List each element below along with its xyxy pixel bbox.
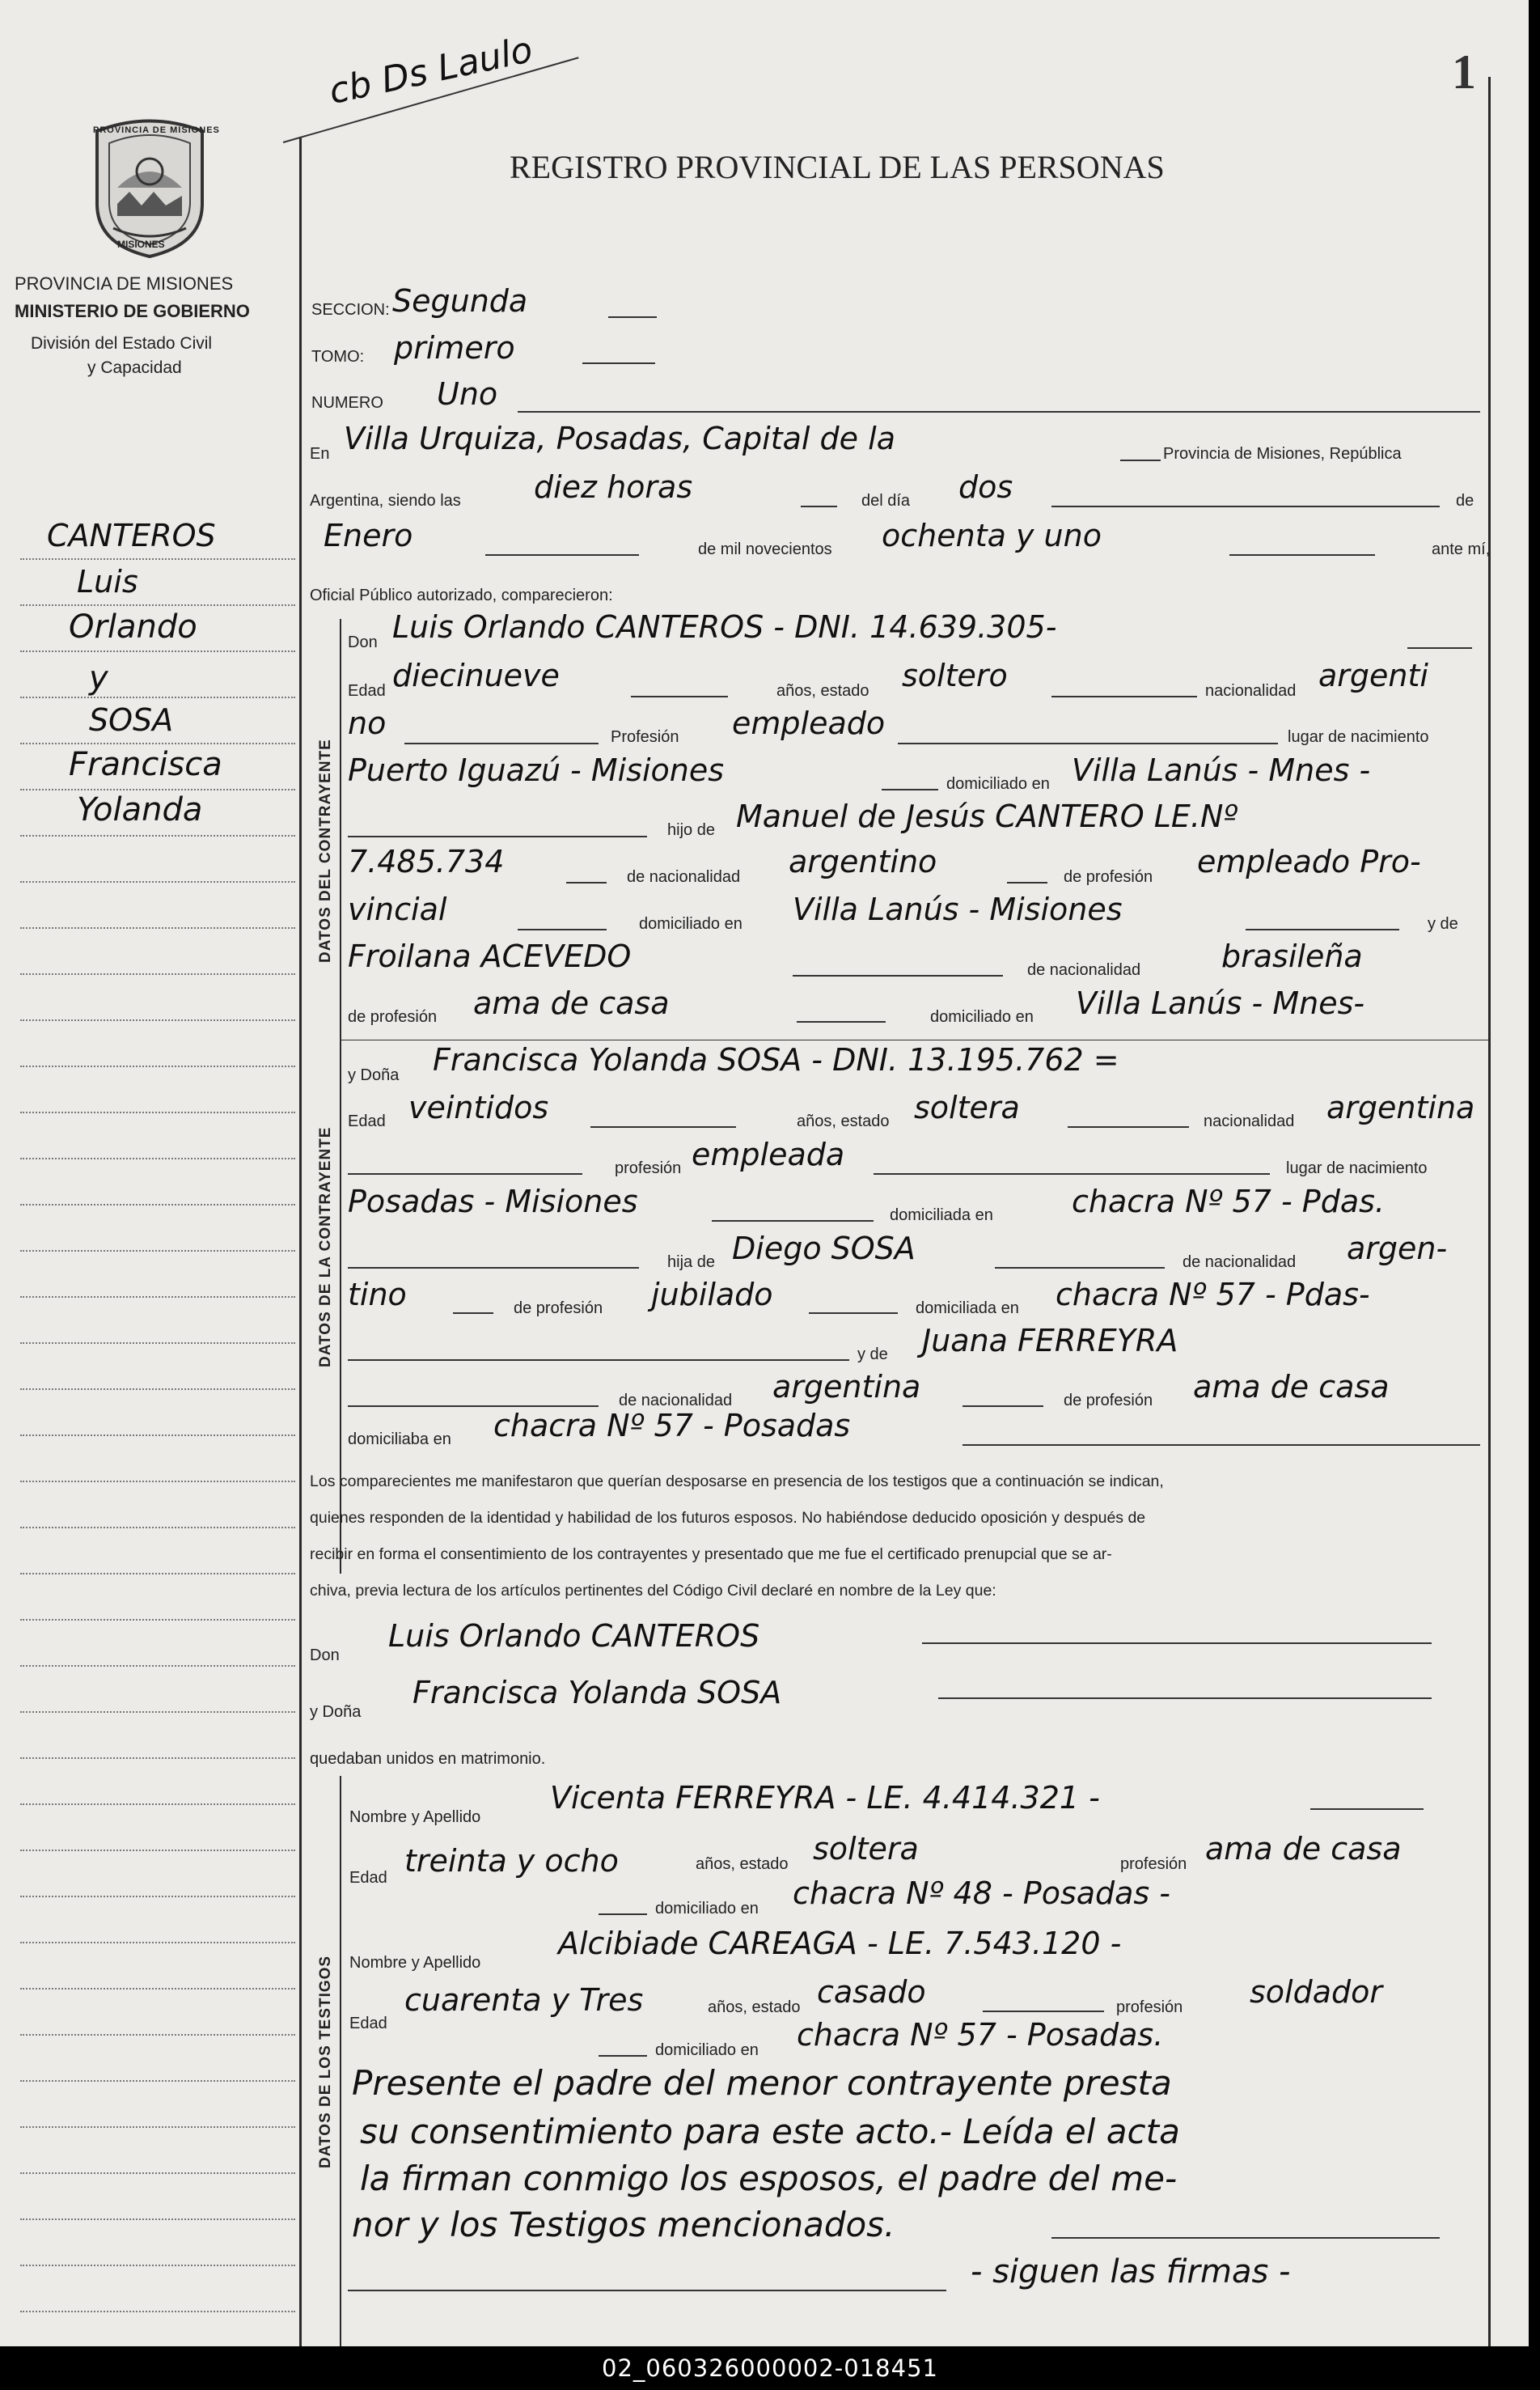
profesion-label-4: profesión — [1116, 1998, 1183, 2016]
domiciliado-label-3: domiciliado en — [930, 1008, 1034, 1026]
del-dia-label: del día — [861, 492, 911, 510]
margin-name-0: CANTEROS — [47, 518, 216, 553]
don-label-2: Don — [310, 1646, 340, 1664]
witness-2-profession: soldador — [1250, 1974, 1383, 2010]
bride-mother: Juana FERREYRA — [922, 1323, 1178, 1358]
groom-age: diecinueve — [392, 658, 560, 693]
margin-dotted-rule — [20, 881, 295, 883]
edad-label: Edad — [348, 682, 386, 700]
de-profesion-label-2: de profesión — [348, 1008, 438, 1026]
numero-value: Uno — [437, 376, 498, 412]
witness-2-status: casado — [817, 1974, 926, 2010]
de-nacionalidad-label: de nacionalidad — [627, 868, 741, 886]
margin-dotted-rule — [20, 1388, 295, 1390]
groom-mother: Froilana ACEVEDO — [348, 939, 632, 974]
groom-name: Luis Orlando CANTEROS - DNI. 14.639.305- — [392, 609, 1057, 645]
margin-dotted-rule — [20, 1066, 295, 1067]
anos-estado-label-2: años, estado — [797, 1112, 890, 1130]
witness-rule — [340, 1776, 341, 2346]
witness-1-name: Vicenta FERREYRA - LE. 4.414.321 - — [550, 1780, 1100, 1816]
margin-name-6: Yolanda — [77, 791, 203, 828]
numero-label: NUMERO — [311, 394, 383, 412]
edad-label-4: Edad — [349, 2015, 387, 2032]
margin-dotted-rule — [20, 697, 295, 698]
section-contrayente-f: DATOS DE LA CONTRAYENTE — [317, 1126, 334, 1367]
margin-dotted-rule — [20, 1250, 295, 1252]
groom-father-id: 7.485.734 — [348, 844, 505, 879]
section-rule — [340, 619, 341, 1574]
de-label: de — [1456, 492, 1474, 510]
lugar-nacimiento-label: lugar de nacimiento — [1288, 728, 1429, 746]
bride-mother-nat: argentina — [772, 1369, 921, 1405]
margin-dotted-rule — [20, 650, 295, 652]
groom-birthplace: Puerto Iguazú - Misiones — [348, 752, 725, 788]
witness-1-domicile: chacra Nº 48 - Posadas - — [793, 1875, 1171, 1911]
de-nacionalidad-label-3: de nacionalidad — [1182, 1253, 1297, 1271]
provincia-text: Provincia de Misiones, República — [1163, 445, 1402, 463]
anos-estado-label-3: años, estado — [696, 1855, 789, 1873]
margin-name-5: Francisca — [69, 746, 222, 783]
margin-dotted-rule — [20, 835, 295, 837]
bride-domicile: chacra Nº 57 - Pdas. — [1072, 1184, 1385, 1219]
day-value: dos — [958, 469, 1013, 505]
bride-status: soltera — [914, 1090, 1020, 1125]
de-nacionalidad-label-2: de nacionalidad — [1027, 961, 1141, 979]
margin-dotted-rule — [20, 1204, 295, 1206]
margin-dotted-rule — [20, 927, 295, 929]
hour-value: diez horas — [534, 469, 693, 505]
margin-name-2: Orlando — [69, 608, 197, 646]
note-line-5: - siguen las firmas - — [971, 2253, 1291, 2290]
bride-profession: empleada — [692, 1137, 845, 1172]
margin-dotted-rule — [20, 1942, 295, 1943]
seccion-label: SECCION: — [311, 301, 390, 319]
section-testigos: DATOS DE LOS TESTIGOS — [317, 1955, 334, 2168]
profesion-label: Profesión — [611, 728, 679, 746]
hija-de-label: hija de — [667, 1253, 715, 1271]
groom-father: Manuel de Jesús CANTERO LE.Nº — [736, 799, 1238, 834]
witness-2-age: cuarenta y Tres — [404, 1982, 644, 2018]
margin-name-1: Luis — [77, 564, 138, 600]
groom-mother-prof: ama de casa — [473, 985, 670, 1021]
note-line-3: la firman conmigo los esposos, el padre del me- — [360, 2159, 1178, 2198]
margin-dotted-rule — [20, 1112, 295, 1113]
seal-bottom: MISIONES — [117, 239, 165, 250]
groom-profession: empleado — [732, 706, 886, 741]
hijo-de-label: hijo de — [667, 821, 715, 839]
domiciliada-label: domiciliada en — [890, 1206, 993, 1224]
de-profesion-label: de profesión — [1064, 868, 1153, 886]
tomo-value: primero — [394, 330, 515, 366]
argentina-text: Argentina, siendo las — [310, 492, 461, 510]
bride-name: Francisca Yolanda SOSA - DNI. 13.195.762 = — [433, 1042, 1119, 1078]
year-value: ochenta y uno — [882, 518, 1102, 553]
page-number: 1 — [1452, 45, 1476, 99]
margin-dotted-rule — [20, 1665, 295, 1667]
margin-dotted-rule — [20, 604, 295, 606]
groom-domicile: Villa Lanús - Mnes - — [1072, 752, 1371, 788]
margin-dotted-rule — [20, 1803, 295, 1805]
y-de-label: y de — [1428, 915, 1458, 933]
bride-father-nat-b: tino — [348, 1277, 407, 1312]
month-value: Enero — [324, 518, 413, 553]
margin-dotted-rule — [20, 2080, 295, 2082]
tomo-label: TOMO: — [311, 348, 365, 366]
bride-mother-prof: ama de casa — [1193, 1369, 1390, 1405]
margin-dotted-rule — [20, 1342, 295, 1344]
margin-dotted-rule — [20, 558, 295, 560]
ante-mi-label: ante mí, — [1432, 540, 1491, 558]
right-rule — [1488, 77, 1491, 2346]
domiciliada-label-2: domiciliada en — [916, 1299, 1019, 1317]
margin-dotted-rule — [20, 2265, 295, 2266]
statement-line-2: quienes responden de la identidad y habilidad de los futuros esposos. No habiéndose deducido oposición y después de — [310, 1509, 1146, 1527]
domiciliaba-label: domiciliaba en — [348, 1430, 451, 1448]
corner-annotation: cb Ds Laulo — [325, 29, 536, 112]
note-line-2: su consentimiento para este acto.- Leída el acta — [360, 2112, 1180, 2151]
groom-father-prof-b: vincial — [348, 892, 447, 927]
margin-dotted-rule — [20, 1434, 295, 1436]
de-profesion-label-3: de profesión — [514, 1299, 603, 1317]
domiciliado-label: domiciliado en — [946, 775, 1050, 793]
y-dona-label: y Doña — [348, 1066, 400, 1084]
statement-line-1: Los comparecientes me manifestaron que querían desposarse en presencia de los testigos que a continuación se indican, — [310, 1473, 1164, 1490]
seal-text: PROVINCIA DE MISIONES — [93, 125, 220, 135]
margin-dotted-rule — [20, 1158, 295, 1159]
bride-nationality: argentina — [1326, 1090, 1475, 1125]
groom-father-dom: Villa Lanús - Misiones — [793, 892, 1123, 927]
bride-mother-dom: chacra Nº 57 - Posadas — [493, 1408, 851, 1443]
groom-status: soltero — [902, 658, 1008, 693]
margin-dotted-rule — [20, 1527, 295, 1528]
bride-father-prof: jubilado — [651, 1277, 773, 1312]
de-profesion-label-4: de profesión — [1064, 1392, 1153, 1409]
domiciliado-label-5: domiciliado en — [655, 2041, 759, 2059]
bride-age: veintidos — [408, 1090, 549, 1125]
page-title: REGISTRO PROVINCIAL DE LAS PERSONAS — [510, 149, 1165, 185]
footer-id: 02_060326000002-018451 — [602, 2354, 938, 2382]
nombre-apellido-label: Nombre y Apellido — [349, 1808, 481, 1826]
footer-bar — [0, 2346, 1540, 2390]
witness-1-profession: ama de casa — [1205, 1831, 1402, 1867]
margin-dotted-rule — [20, 1850, 295, 1851]
union-bride: Francisca Yolanda SOSA — [412, 1675, 782, 1710]
note-line-1: Presente el padre del menor contrayente presta — [352, 2063, 1172, 2103]
margin-dotted-rule — [20, 2034, 295, 2036]
margin-dotted-rule — [20, 1573, 295, 1574]
groom-mother-nat: brasileña — [1221, 939, 1363, 974]
statement-line-3: recibir en forma el consentimiento de los contrayentes y presentado que me fue el certificado prenupcial que se ar- — [310, 1545, 1112, 1563]
seccion-value: Segunda — [392, 283, 528, 319]
bride-father: Diego SOSA — [732, 1231, 916, 1266]
section-contrayente: DATOS DEL CONTRAYENTE — [317, 739, 334, 963]
groom-nat-b: no — [348, 706, 387, 741]
note-line-4: nor y los Testigos mencionados. — [352, 2205, 895, 2244]
groom-father-nat: argentino — [789, 844, 937, 879]
y-de-label-2: y de — [857, 1345, 888, 1363]
groom-nat-a: argenti — [1318, 658, 1428, 693]
margin-dotted-rule — [20, 1619, 295, 1621]
edad-label-3: Edad — [349, 1869, 387, 1887]
margin-dotted-rule — [20, 1296, 295, 1298]
quedaban-label: quedaban unidos en matrimonio. — [310, 1750, 546, 1768]
org-ministry: MINISTERIO DE GOBIERNO — [15, 301, 250, 321]
org-division: División del Estado Civil — [31, 334, 213, 353]
witness-1-status: soltera — [813, 1831, 919, 1867]
margin-dotted-rule — [20, 2218, 295, 2220]
bride-birthplace: Posadas - Misiones — [348, 1184, 638, 1219]
domiciliado-label-4: domiciliado en — [655, 1900, 759, 1918]
statement-line-4: chiva, previa lectura de los artículos pertinentes del Código Civil declaré en nombre de la Ley que: — [310, 1582, 996, 1600]
bride-father-dom: chacra Nº 57 - Pdas- — [1056, 1277, 1370, 1312]
domiciliado-label-2: domiciliado en — [639, 915, 742, 933]
margin-name-4: SOSA — [89, 702, 174, 738]
don-label: Don — [348, 634, 378, 651]
org-division-2: y Capacidad — [87, 358, 182, 377]
margin-rule — [299, 138, 302, 2346]
y-dona-label-2: y Doña — [310, 1703, 362, 1721]
margin-dotted-rule — [20, 973, 295, 975]
edad-label-2: Edad — [348, 1112, 386, 1130]
anos-estado-label: años, estado — [776, 682, 869, 700]
nombre-apellido-label-2: Nombre y Apellido — [349, 1954, 481, 1972]
de-nacionalidad-label-4: de nacionalidad — [619, 1392, 733, 1409]
witness-2-name: Alcibiade CAREAGA - LE. 7.543.120 - — [558, 1926, 1122, 1961]
margin-dotted-rule — [20, 2172, 295, 2174]
margin-dotted-rule — [20, 1481, 295, 1482]
margin-dotted-rule — [20, 1896, 295, 1897]
anos-estado-label-4: años, estado — [708, 1998, 801, 2016]
profesion-label-2: profesión — [615, 1159, 682, 1177]
groom-father-prof-a: empleado Pro- — [1197, 844, 1421, 879]
org-province: PROVINCIA DE MISIONES — [15, 273, 234, 294]
lugar-nacimiento-label-2: lugar de nacimiento — [1286, 1159, 1428, 1177]
bride-father-nat-a: argen- — [1347, 1231, 1448, 1266]
witness-1-age: treinta y ocho — [404, 1843, 619, 1879]
groom-mother-dom: Villa Lanús - Mnes- — [1076, 985, 1365, 1021]
nacionalidad-label: nacionalidad — [1205, 682, 1297, 700]
margin-dotted-rule — [20, 1019, 295, 1021]
margin-dotted-rule — [20, 2311, 295, 2312]
margin-dotted-rule — [20, 1988, 295, 1990]
de-mil-label: de mil novecientos — [698, 540, 832, 558]
margin-dotted-rule — [20, 789, 295, 790]
place-value: Villa Urquiza, Posadas, Capital de la — [344, 421, 895, 456]
profesion-label-3: profesión — [1120, 1855, 1187, 1873]
margin-dotted-rule — [20, 2126, 295, 2128]
margin-dotted-rule — [20, 743, 295, 744]
union-groom: Luis Orlando CANTEROS — [388, 1618, 760, 1654]
en-label: En — [310, 445, 330, 463]
nacionalidad-label-2: nacionalidad — [1204, 1112, 1295, 1130]
margin-dotted-rule — [20, 1757, 295, 1759]
oficial-label: Oficial Público autorizado, comparecieron: — [310, 587, 613, 604]
margin-dotted-rule — [20, 1711, 295, 1713]
witness-2-domicile: chacra Nº 57 - Posadas. — [797, 2017, 1164, 2053]
margin-name-3: y — [89, 659, 108, 697]
